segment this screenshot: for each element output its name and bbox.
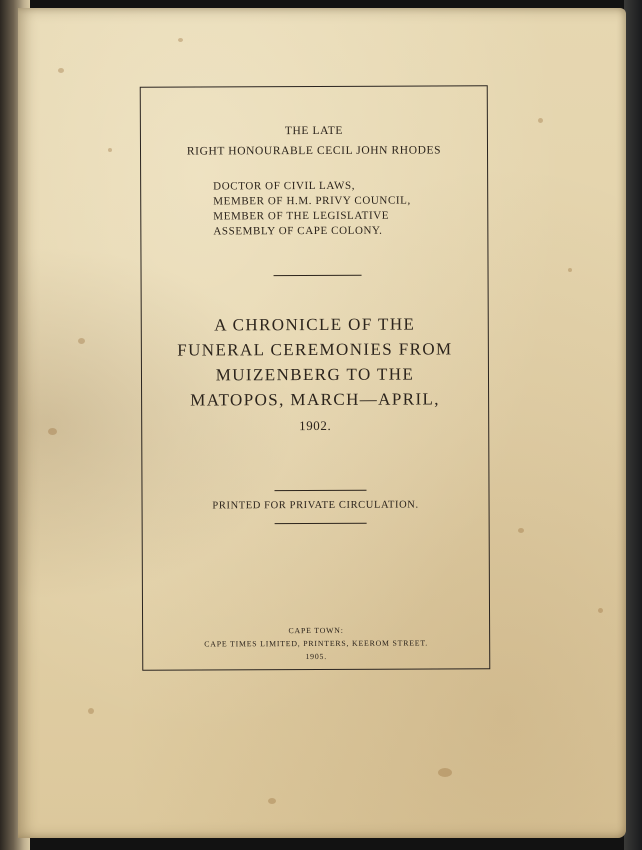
imprint-year: 1905. [305, 651, 328, 662]
foxing-speck [88, 708, 94, 714]
divider-rule [275, 523, 367, 524]
foxing-speck [178, 38, 183, 42]
title-line: FUNERAL CEREMONIES FROM [177, 339, 453, 360]
honoree-name: RIGHT HONOURABLE CECIL JOHN RHODES [186, 144, 442, 158]
foxing-speck [58, 68, 64, 73]
divider-rule [274, 275, 362, 276]
title-line: A CHRONICLE OF THE [214, 314, 416, 335]
foxing-speck [268, 798, 276, 804]
title-frame [140, 85, 491, 671]
circulation-note: PRINTED FOR PRIVATE CIRCULATION. [212, 499, 419, 512]
title-page [18, 8, 626, 838]
book-right-edge [624, 0, 642, 850]
degree-line: MEMBER OF H.M. PRIVY COUNCIL, [213, 194, 411, 208]
degree-line: DOCTOR OF CIVIL LAWS, [213, 179, 356, 193]
imprint-place: CAPE TOWN: [288, 625, 344, 636]
foxing-speck [598, 608, 603, 613]
degree-line: ASSEMBLY OF CAPE COLONY. [213, 224, 383, 238]
foxing-speck [108, 148, 112, 152]
foxing-speck [78, 338, 85, 344]
foxing-speck [518, 528, 524, 533]
title-line: MUIZENBERG TO THE [215, 364, 415, 385]
imprint-printer: CAPE TIMES LIMITED, PRINTERS, KEEROM STREET. [204, 638, 429, 649]
title-year: 1902. [299, 417, 332, 434]
foxing-speck [48, 428, 57, 435]
foxing-speck [438, 768, 452, 777]
degree-line: MEMBER OF THE LEGISLATIVE [213, 209, 390, 223]
foxing-speck [568, 268, 572, 272]
foxing-speck [538, 118, 543, 123]
the-late-line: THE LATE [284, 124, 344, 138]
divider-rule [274, 490, 366, 491]
degrees-block [213, 179, 411, 240]
title-line: MATOPOS, MARCH—APRIL, [190, 389, 440, 410]
